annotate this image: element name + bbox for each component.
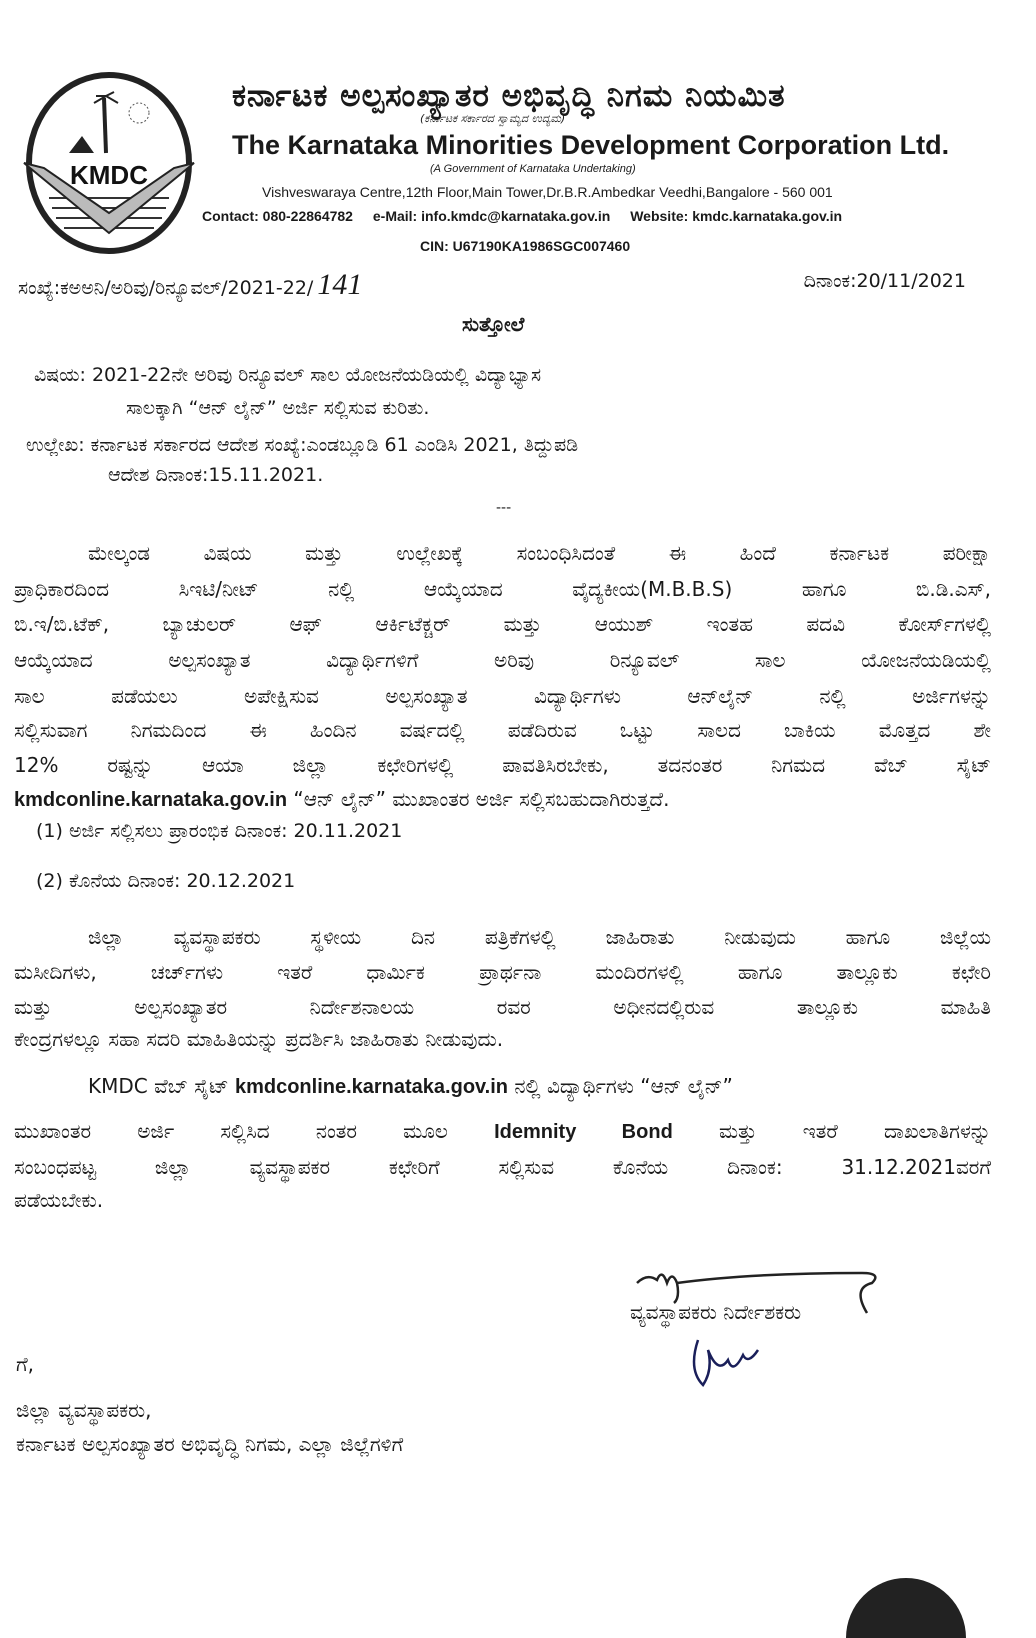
signatory-title: ವ್ಯವಸ್ಥಾಪಕರು ನಿರ್ದೇಶಕರು	[630, 1300, 802, 1324]
addressee-line-1: ಜಿಲ್ಲಾ ವ್ಯವಸ್ಥಾಪಕರು,	[16, 1398, 152, 1422]
reference-prefix: ಸಂಖ್ಯೆ:ಕಅಅನಿ/ಅರಿವು/ರಿನ್ಯೂವಲ್/2021-22/	[18, 277, 314, 299]
kmdc-logo	[14, 68, 204, 258]
para3-text: ಮತ್ತು ಇತರೆ ದಾಖಲಾತಿಗಳನ್ನು	[672, 1119, 991, 1143]
para3-line: ಸಂಬಂಧಪಟ್ಟ ಜಿಲ್ಲಾ ವ್ಯವಸ್ಥಾಪಕರ ಕಛೇರಿಗೆ ಸಲ್ಲಿಸುವ ಕೊನೆಯ ದಿನಾಂಕ: 31.12.2021ವರಗೆ	[14, 1155, 991, 1179]
org-subtitle-kannada: (ಕರ್ನಾಟಕ ಸರ್ಕಾರದ ಸ್ವಾಮ್ಯದ ಉದ್ಯಮ)	[420, 112, 566, 125]
website-url: kmdconline.karnataka.gov.in	[234, 1076, 508, 1098]
org-address: Vishveswaraya Centre,12th Floor,Main Tower,Dr.B.R.Ambedkar Veedhi,Bangalore - 560 001	[262, 184, 833, 200]
para1-line: ಬಿ.ಇ/ಬಿ.ಟೆಕ್, ಬ್ಯಾಚುಲರ್ ಆಫ್ ಆರ್ಕಿಟೆಕ್ಚರ್ ಮತ್ತು ಆಯುಶ್ ಇಂತಹ ಪದವಿ ಕೋರ್ಸ್‌ಗಳಲ್ಲಿ	[14, 612, 991, 636]
contact-phone: Contact: 080-22864782	[202, 208, 353, 224]
para1-line: ಸಲ್ಲಿಸುವಾಗ ನಿಗಮದಿಂದ ಈ ಹಿಂದಿನ ವರ್ಷದಲ್ಲಿ ಪಡೆದಿರುವ ಒಟ್ಟು ಸಾಲದ ಬಾಕಿಯ ಮೊತ್ತದ ಶೇ	[14, 718, 991, 742]
para2-line: ಮತ್ತು ಅಲ್ಪಸಂಖ್ಯಾತರ ನಿರ್ದೇಶನಾಲಯ ರವರ ಅಧೀನದಲ್ಲಿರುವ ತಾಲ್ಲೂಕು ಮಾಹಿತಿ	[14, 995, 991, 1019]
para1-line: 12% ರಷ್ಟನ್ನು ಆಯಾ ಜಿಲ್ಲಾ ಕಛೇರಿಗಳಲ್ಲಿ ಪಾವತಿಸಿರಬೇಕು, ತದನಂತರ ನಿಗಮದ ವೆಬ್ ಸೈಟ್	[14, 753, 991, 777]
start-date-item: (1) ಅರ್ಜಿ ಸಲ್ಲಿಸಲು ಪ್ರಾರಂಭಿಕ ದಿನಾಂಕ: 20.11.2021	[36, 820, 403, 842]
subject-line-1: ವಿಷಯ: 2021-22ನೇ ಅರಿವು ರಿನ್ಯೂವಲ್ ಸಾಲ ಯೋಜನೆಯಡಿಯಲ್ಲಿ ವಿದ್ಯಾಭ್ಯಾಸ	[34, 364, 542, 386]
para3-line	[88, 1074, 991, 1099]
idemnity-bond: Idemnity Bond	[494, 1121, 673, 1143]
para1-line: ಸಾಲ ಪಡೆಯಲು ಅಪೇಕ್ಷಿಸುವ ಅಲ್ಪಸಂಖ್ಯಾತ ವಿದ್ಯಾರ್ಥಿಗಳು ಆನ್‌ಲೈನ್ ನಲ್ಲಿ ಅರ್ಜಿಗಳನ್ನು	[14, 684, 991, 708]
para3-line: ಪಡೆಯಬೇಕು.	[14, 1188, 104, 1212]
para2-line: ಮಸೀದಿಗಳು, ಚರ್ಚ್‌ಗಳು ಇತರೆ ಧಾರ್ಮಿಕ ಪ್ರಾರ್ಥನಾ ಮಂದಿರಗಳಲ್ಲಿ ಹಾಗೂ ತಾಲ್ಲೂಕು ಕಛೇರಿ	[14, 960, 991, 984]
circular-title: ಸುತ್ತೋಲೆ	[462, 312, 525, 336]
end-date-item: (2) ಕೊನೆಯ ದಿನಾಂಕ: 20.12.2021	[36, 870, 296, 892]
reference-line-1: ಉಲ್ಲೇಖ: ಕರ್ನಾಟಕ ಸರ್ಕಾರದ ಆದೇಶ ಸಂಖ್ಯೆ:ಎಂಡಬ್ಲೂಡಿ 61 ಎಂಡಿಸಿ 2021, ತಿದ್ದುಪಡಿ	[26, 434, 579, 456]
para1-line: ಆಯ್ಕೆಯಾದ ಅಲ್ಪಸಂಖ್ಯಾತ ವಿದ್ಯಾರ್ಥಿಗಳಿಗೆ ಅರಿವು ರಿನ್ಯೂವಲ್ ಸಾಲ ಯೋಜನೆಯಡಿಯಲ್ಲಿ	[14, 648, 991, 672]
reference-line-2: ಆದೇಶ ದಿನಾಂಕ:15.11.2021.	[108, 464, 324, 486]
para1-last-text: “ಆನ್ ಲೈನ್” ಮುಖಾಂತರ ಅರ್ಜಿ ಸಲ್ಲಿಸಬಹುದಾಗಿರುತ್ತದೆ.	[287, 787, 670, 811]
contact-website: Website: kmdc.karnataka.gov.in	[630, 208, 843, 224]
para2-line: ಕೇಂದ್ರಗಳಲ್ಲೂ ಸಹಾ ಸದರಿ ಮಾಹಿತಿಯನ್ನು ಪ್ರದರ್ಶಿಸಿ ಜಾಹಿರಾತು ನೀಡುವುದು.	[14, 1027, 504, 1051]
cin-number: CIN: U67190KA1986SGC007460	[420, 238, 631, 254]
para3-text: ನಲ್ಲಿ ವಿದ್ಯಾರ್ಥಿಗಳು “ಆನ್ ಲೈನ್”	[508, 1074, 733, 1098]
org-title-kannada: ಕರ್ನಾಟಕ ಅಲ್ಪಸಂಖ್ಯಾತರ ಅಭಿವೃದ್ಧಿ ನಿಗಮ ನಿಯಮಿತ	[232, 78, 786, 114]
para3-text: KMDC ವೆಬ್ ಸೈಟ್	[88, 1074, 235, 1098]
para1-line: ಪ್ರಾಧಿಕಾರದಿಂದ ಸಿಇಟಿ/ನೀಟ್ ನಲ್ಲಿ ಆಯ್ಕೆಯಾದ ವೈದ್ಯಕೀಯ(M.B.B.S) ಹಾಗೂ ಬಿ.ಡಿ.ಎಸ್,	[14, 577, 991, 601]
addressee-line-2: ಕರ್ನಾಟಕ ಅಲ್ಪಸಂಖ್ಯಾತರ ಅಭಿವೃದ್ಧಿ ನಿಗಮ, ಎಲ್ಲಾ ಜಿಲ್ಲೆಗಳಿಗೆ	[16, 1432, 404, 1456]
contact-line	[202, 208, 858, 224]
reference-number	[18, 268, 362, 302]
letter-date: ದಿನಾಂಕ:20/11/2021	[803, 270, 966, 292]
contact-email: e-Mail: info.kmdc@karnataka.gov.in	[372, 208, 611, 224]
website-url: kmdconline.karnataka.gov.in	[14, 789, 288, 811]
para1-line	[14, 787, 991, 812]
org-title-english: The Karnataka Minorities Development Corporation Ltd.	[232, 130, 950, 160]
para3-line	[14, 1119, 991, 1144]
svg-text:KMDC: KMDC	[70, 160, 148, 190]
para3-text: ಮುಖಾಂತರ ಅರ್ಜಿ ಸಲ್ಲಿಸಿದ ನಂತರ ಮೂಲ	[14, 1119, 495, 1143]
subject-line-2: ಸಾಲಕ್ಕಾಗಿ “ಆನ್ ಲೈನ್” ಅರ್ಜಿ ಸಲ್ಲಿಸುವ ಕುರಿತು.	[126, 397, 430, 419]
separator: ---	[496, 500, 512, 516]
handwritten-number: 141	[317, 268, 363, 301]
govt-undertaking-note: (A Government of Karnataka Undertaking)	[430, 163, 636, 175]
para1-line: ಮೇಲ್ಕಂಡ ವಿಷಯ ಮತ್ತು ಉಲ್ಲೇಖಕ್ಕೆ ಸಂಬಂಧಿಸಿದಂತೆ ಈ ಹಿಂದೆ ಕರ್ನಾಟಕ ಪರೀಕ್ಷಾ	[88, 541, 991, 565]
corner-shadow	[846, 1578, 966, 1638]
para2-line: ಜಿಲ್ಲಾ ವ್ಯವಸ್ಥಾಪಕರು ಸ್ಥಳೀಯ ದಿನ ಪತ್ರಿಕೆಗಳಲ್ಲಿ ಜಾಹಿರಾತು ನೀಡುವುದು ಹಾಗೂ ಜಿಲ್ಲೆಯ	[88, 925, 991, 949]
initials-signature	[688, 1330, 778, 1390]
to-label: ಗೆ,	[16, 1352, 34, 1376]
